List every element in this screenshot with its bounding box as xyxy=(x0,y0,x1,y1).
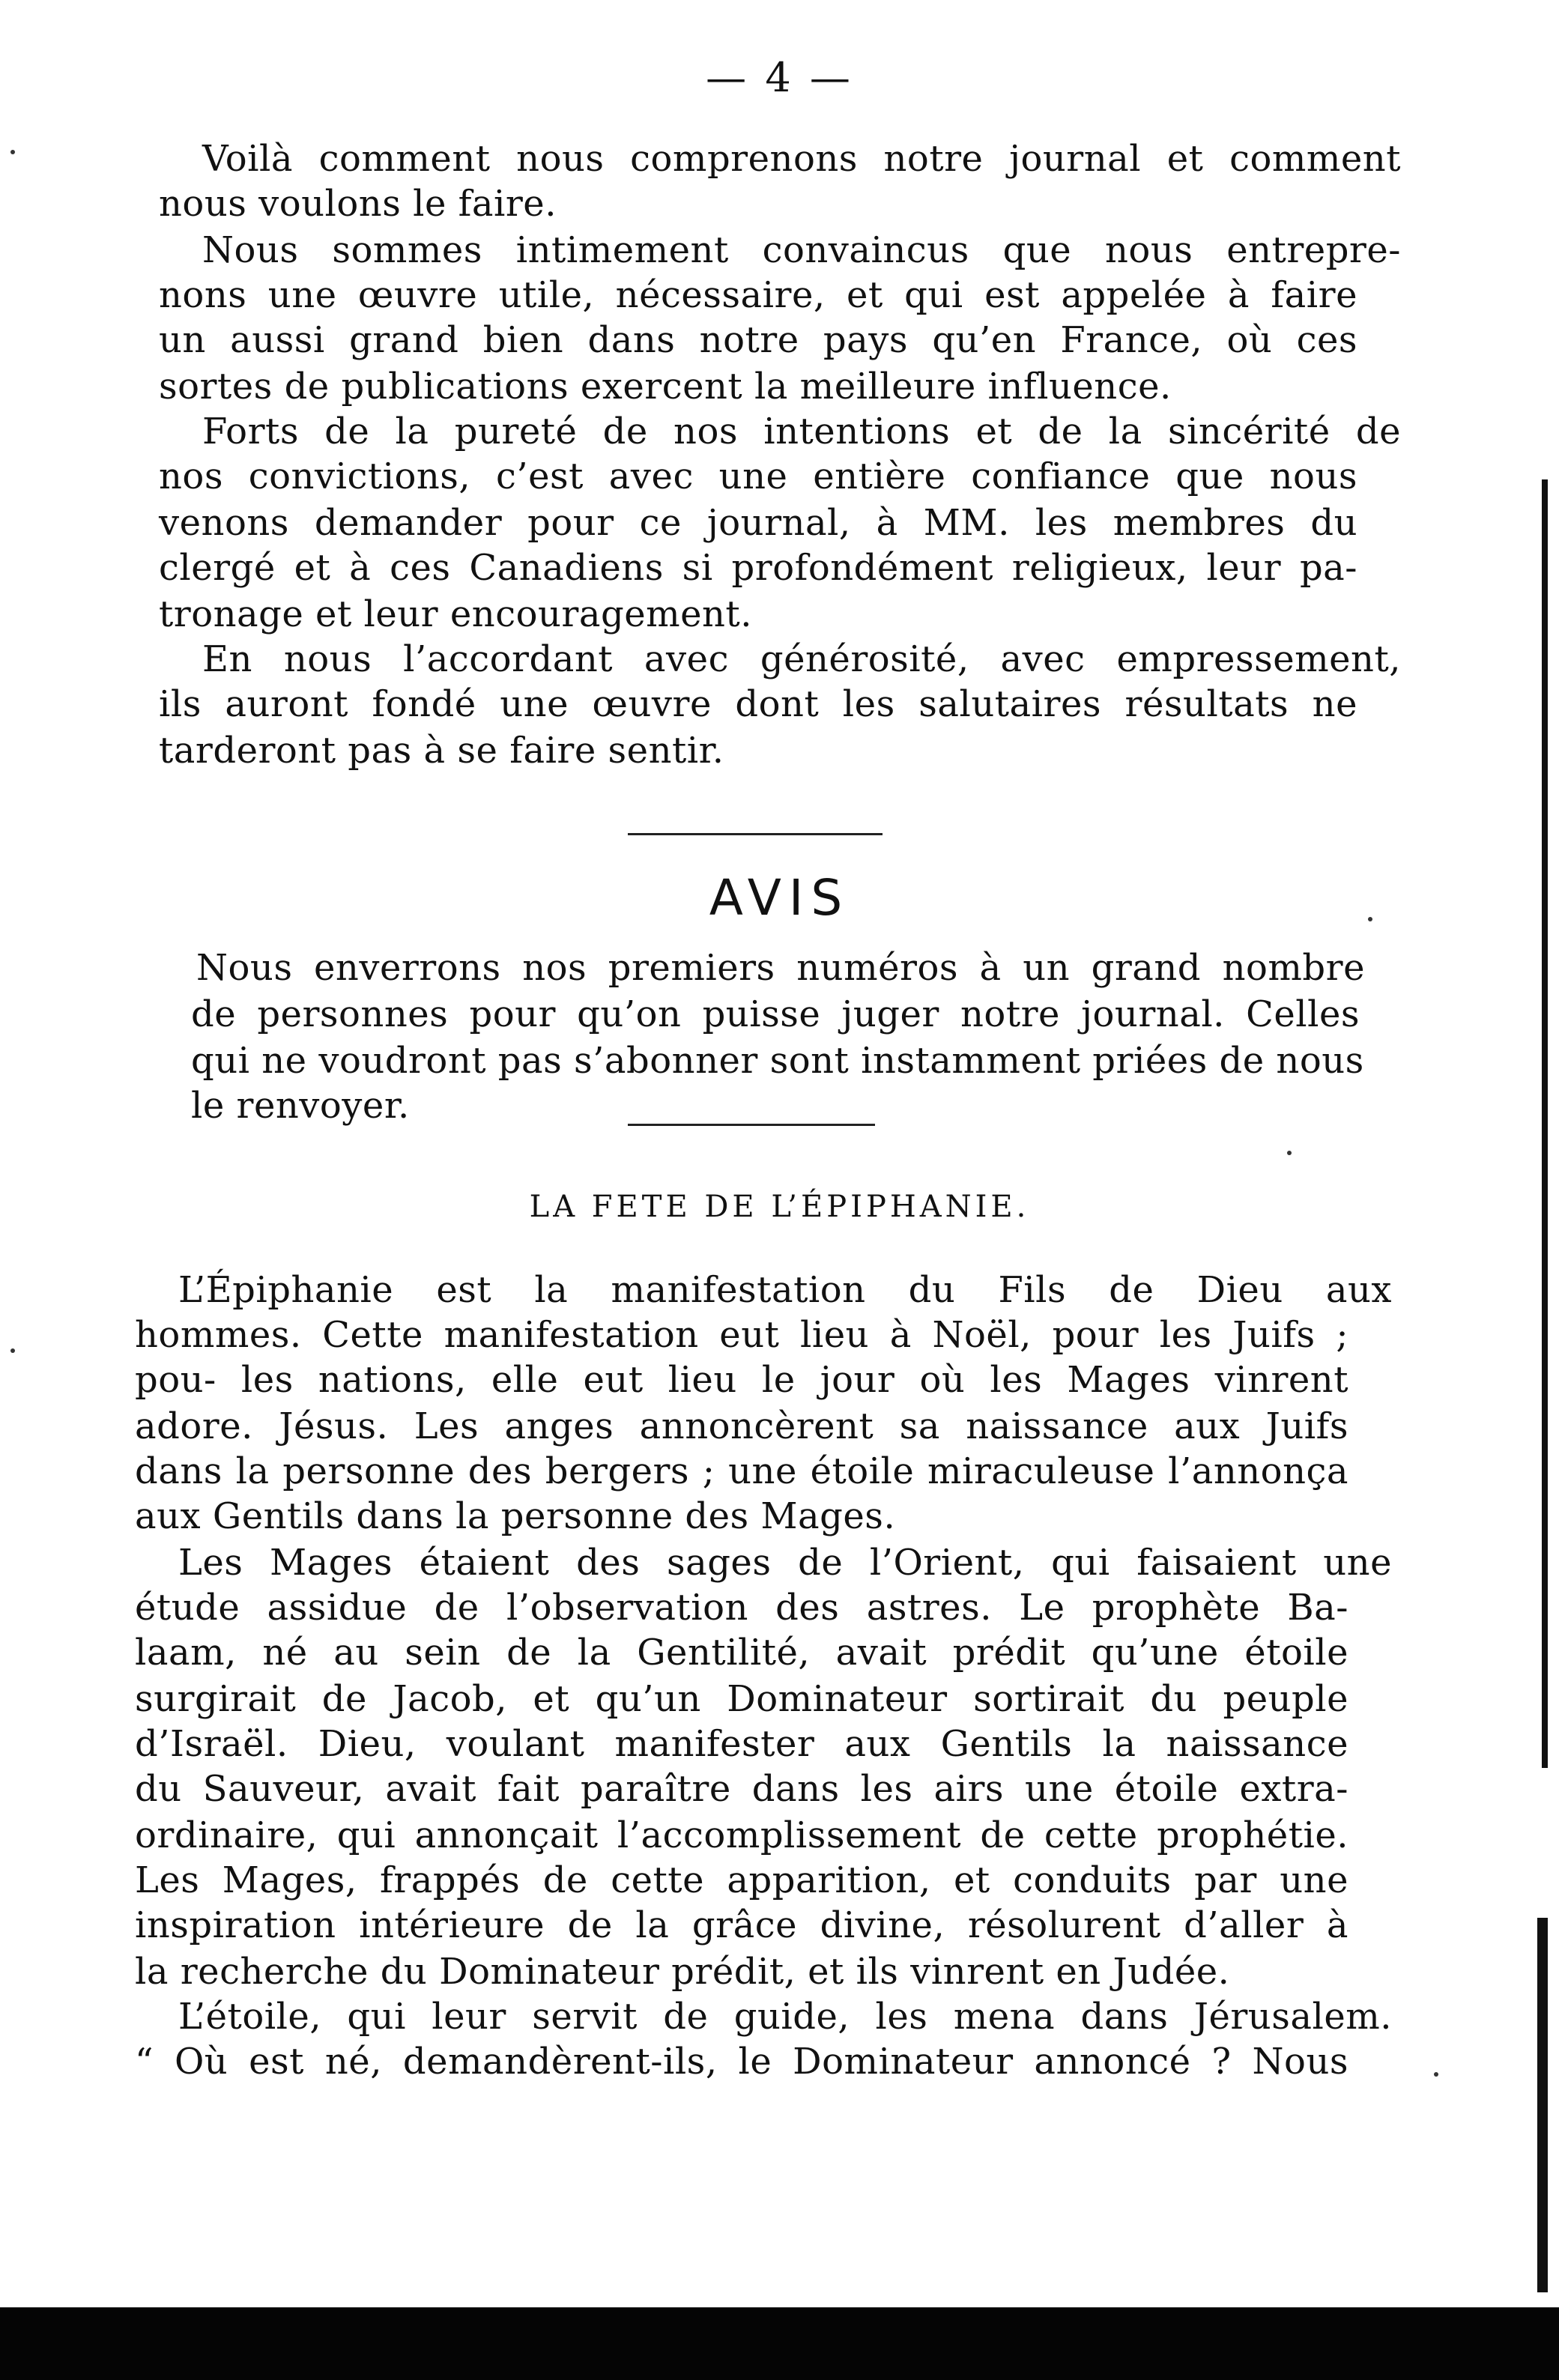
section-divider xyxy=(628,833,883,835)
intro-line: En nous l’accordant avec générosité, avec empressement, xyxy=(202,638,1401,680)
avis-line: de personnes pour qu’on puisse juger notre journal. Celles xyxy=(191,993,1360,1035)
intro-line: tronage et leur encouragement. xyxy=(159,593,752,635)
epiphanie-line: inspiration intérieure de la grâce divine, résolurent d’aller à xyxy=(135,1904,1348,1946)
epiphanie-line: Les Mages étaient des sages de l’Orient, qui faisaient une xyxy=(178,1542,1392,1584)
epiphanie-line: “ Où est né, demandèrent-ils, le Dominateur annoncé ? Nous xyxy=(135,2041,1348,2083)
intro-line: Voilà comment nous comprenons notre journal et comment xyxy=(202,138,1401,180)
intro-line: clergé et à ces Canadiens si profondément religieux, leur pa- xyxy=(159,547,1357,589)
epiphanie-line: L’étoile, qui leur servit de guide, les mena dans Jérusalem. xyxy=(178,1996,1392,2038)
epiphanie-line: du Sauveur, avait fait paraître dans les airs une étoile extra- xyxy=(135,1768,1348,1810)
scan-speck xyxy=(1368,917,1372,921)
epiphanie-line: hommes. Cette manifestation eut lieu à Noël, pour les Juifs ; xyxy=(135,1314,1348,1356)
scan-edge-stripe xyxy=(1537,1918,1548,2292)
scan-speck xyxy=(1287,1151,1292,1155)
avis-line: le renvoyer. xyxy=(191,1085,410,1127)
epiphanie-line: ordinaire, qui annonçait l’accomplissement de cette prophétie. xyxy=(135,1814,1348,1856)
epiphanie-line: la recherche du Dominateur prédit, et ils vinrent en Judée. xyxy=(135,1951,1230,1993)
intro-line: Nous sommes intimement convaincus que nous entrepre- xyxy=(202,229,1401,271)
intro-line: nous voulons le faire. xyxy=(159,183,557,225)
intro-line: un aussi grand bien dans notre pays qu’en France, où ces xyxy=(159,319,1357,361)
epiphanie-line: L’Épiphanie est la manifestation du Fils de Dieu aux xyxy=(178,1269,1392,1311)
avis-line: qui ne voudront pas s’abonner sont instamment priées de nous xyxy=(191,1040,1364,1082)
intro-line: venons demander pour ce journal, à MM. les membres du xyxy=(159,502,1357,544)
scan-edge-stripe xyxy=(1542,479,1548,1768)
epiphanie-line: surgirait de Jacob, et qu’un Dominateur sortirait du peuple xyxy=(135,1678,1348,1720)
intro-line: sortes de publications exercent la meilleure influence. xyxy=(159,366,1172,408)
intro-line: Forts de la pureté de nos intentions et de la sincérité de xyxy=(202,411,1401,452)
scan-speck xyxy=(1434,2072,1438,2077)
scan-speck xyxy=(10,150,15,154)
epiphanie-line: dans la personne des bergers ; une étoile miraculeuse l’annonça xyxy=(135,1450,1348,1492)
intro-line: tarderont pas à se faire sentir. xyxy=(159,730,724,772)
avis-line: Nous enverrons nos premiers numéros à un grand nombre xyxy=(196,947,1365,989)
epiphanie-line: aux Gentils dans la personne des Mages. xyxy=(135,1495,896,1537)
epiphanie-line: étude assidue de l’observation des astres. Le prophète Ba- xyxy=(135,1587,1348,1629)
intro-line: nons une œuvre utile, nécessaire, et qui est appelée à faire xyxy=(159,274,1357,316)
epiphanie-line: pou- les nations, elle eut lieu le jour où les Mages vinrent xyxy=(135,1359,1348,1401)
epiphanie-line: Les Mages, frappés de cette apparition, et conduits par une xyxy=(135,1859,1348,1901)
epiphanie-heading: LA FETE DE L’ÉPIPHANIE. xyxy=(529,1190,1030,1224)
section-divider xyxy=(628,1124,875,1126)
epiphanie-line: d’Israël. Dieu, voulant manifester aux Gentils la naissance xyxy=(135,1723,1348,1765)
page-number: — 4 — xyxy=(706,54,853,101)
scan-speck xyxy=(10,1348,15,1353)
epiphanie-line: laam, né au sein de la Gentilité, avait prédit qu’une étoile xyxy=(135,1632,1348,1674)
avis-heading: AVIS xyxy=(709,869,850,927)
intro-line: ils auront fondé une œuvre dont les salutaires résultats ne xyxy=(159,683,1357,725)
epiphanie-line: adore. Jésus. Les anges annoncèrent sa naissance aux Juifs xyxy=(135,1405,1348,1447)
intro-line: nos convictions, c’est avec une entière confiance que nous xyxy=(159,455,1357,497)
scan-bottom-bar xyxy=(0,2307,1559,2380)
